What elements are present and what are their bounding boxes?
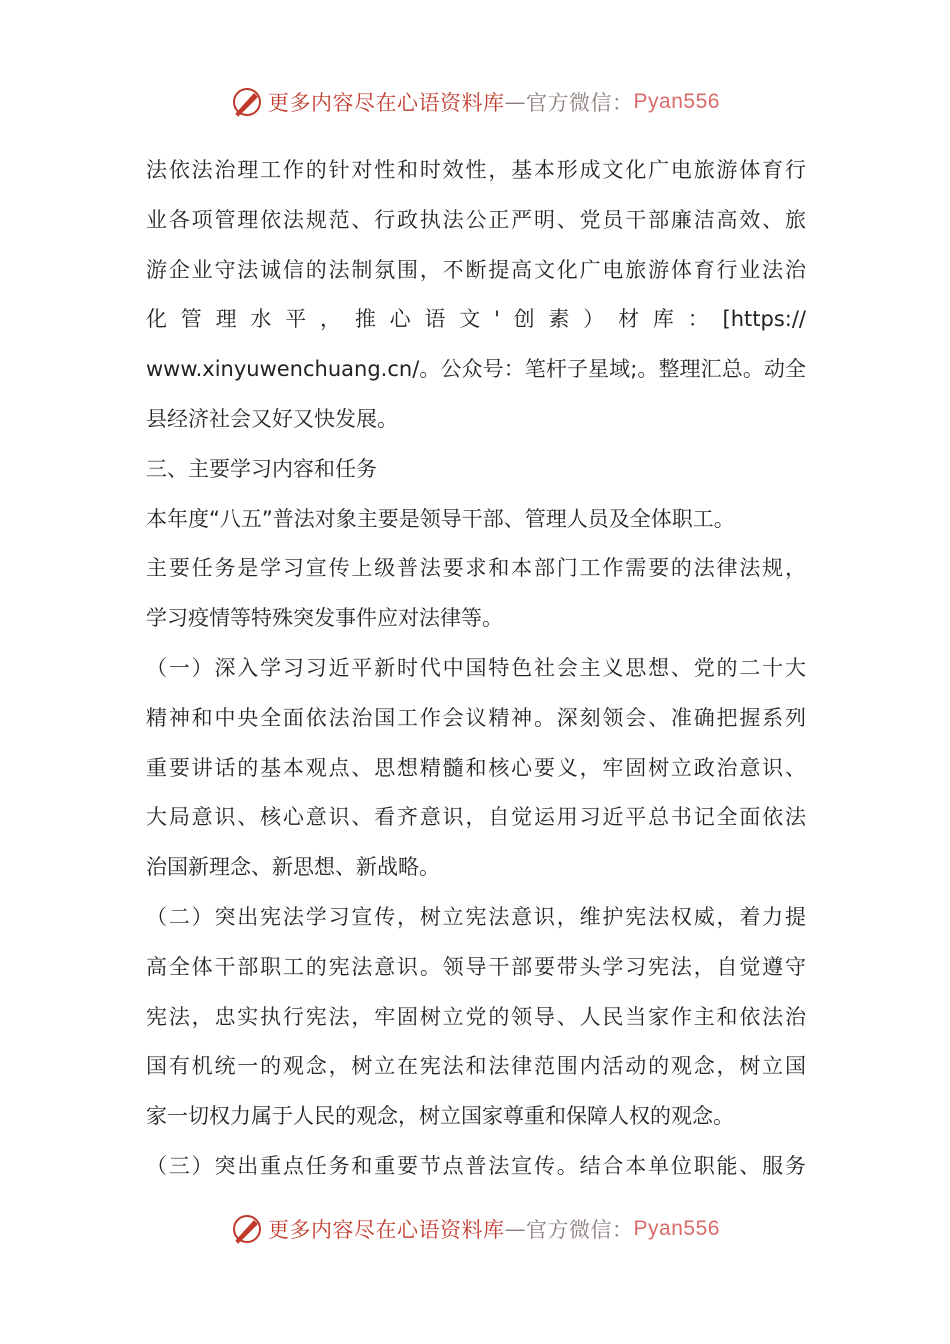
banner-wechat-label: 官方微信： — [526, 1218, 634, 1242]
text-line: 国有机统一的观念，树立在宪法和法律范围内活动的观念，树立国 — [146, 1054, 806, 1079]
text-line: 宪法，忠实执行宪法，牢固树立党的领导、人民当家作主和依法治 — [146, 1004, 806, 1029]
banner-brand: 更多内容尽在心语资料库 — [268, 91, 505, 115]
text-line: （三）突出重点任务和重要节点普法宣传。结合本单位职能、服务 — [146, 1153, 806, 1178]
text-line: 家一切权力属于人民的观念，树立国家尊重和保障人权的观念。 — [146, 1104, 734, 1129]
text-line: 县经济社会又好又快发展。 — [146, 406, 398, 431]
banner-dash: — — [504, 1217, 527, 1241]
text-line: 游企业守法诚信的法制氛围，不断提高文化广电旅游体育行业法治 — [146, 257, 806, 282]
pen-logo-icon — [230, 85, 264, 119]
text-line: 高全体干部职工的宪法意识。领导干部要带头学习宪法，自觉遵守 — [146, 954, 806, 979]
text-line: 本年度“八五”普法对象主要是领导干部、管理人员及全体职工。 — [146, 506, 735, 531]
text-line: www.xinyuwenchuang.cn/。公众号：笔杆子星域;。整理汇总。动全 — [146, 357, 806, 382]
text-line: 治国新理念、新思想、新战略。 — [146, 855, 440, 880]
pen-logo-icon — [230, 1212, 264, 1246]
document-body — [146, 146, 806, 1192]
text-line: （一）深入学习习近平新时代中国特色社会主义思想、党的二十大 — [146, 655, 806, 680]
text-line: 重要讲话的基本观点、思想精髓和核心要义，牢固树立政治意识、 — [146, 755, 806, 780]
banner-wechat-id: Pyan556 — [633, 1217, 720, 1240]
text-line: 法依法治理工作的针对性和时效性，基本形成文化广电旅游体育行 — [146, 158, 806, 182]
text-line: 主要任务是学习宣传上级普法要求和本部门工作需要的法律法规， — [146, 556, 806, 581]
text-line: 精神和中央全面依法治国工作会议精神。深刻领会、准确把握系列 — [146, 705, 806, 730]
text-line: 三、主要学习内容和任务 — [146, 456, 377, 481]
text-line: （二）突出宪法学习宣传，树立宪法意识，维护宪法权威，着力提 — [146, 904, 806, 929]
header-banner — [0, 80, 950, 124]
banner-brand: 更多内容尽在心语资料库 — [268, 1218, 505, 1242]
banner-wechat-label: 官方微信： — [526, 91, 634, 115]
text-line: 大局意识、核心意识、看齐意识，自觉运用习近平总书记全面依法 — [146, 805, 806, 830]
text-line: 化管理水平，推心语文'创素）材库：[https:// — [146, 307, 806, 332]
text-line: 学习疫情等特殊突发事件应对法律等。 — [146, 606, 503, 631]
banner-wechat-id: Pyan556 — [633, 90, 720, 113]
footer-banner — [0, 1207, 950, 1251]
banner-dash: — — [504, 90, 527, 114]
text-line: 业各项管理依法规范、行政执法公正严明、党员干部廉洁高效、旅 — [146, 207, 806, 232]
